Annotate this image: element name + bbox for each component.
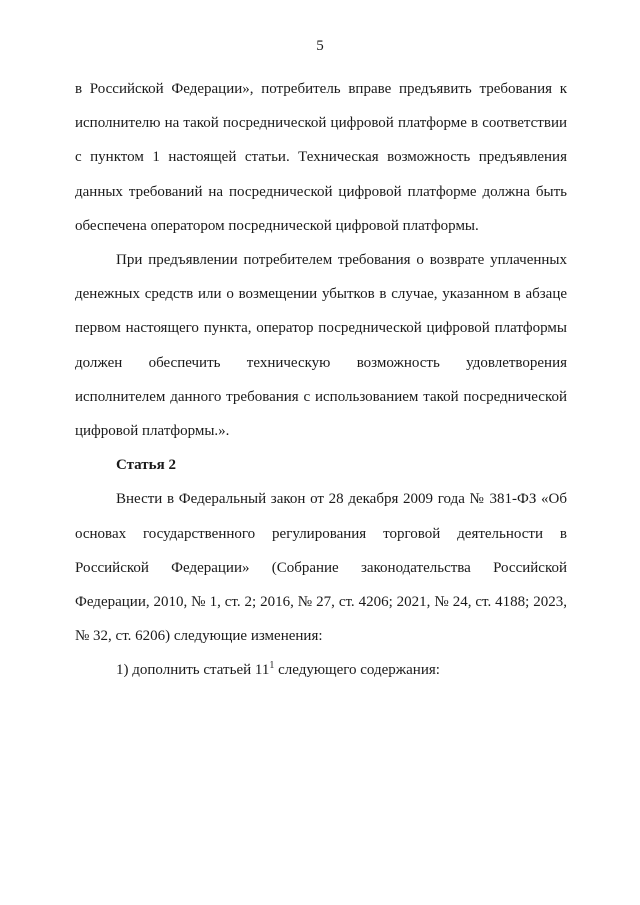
paragraph-refund-requirement: При предъявлении потребителем требования о возврате уплаченных денежных средств или о возмещении убытков в случае, указанном в абзаце первом настоящего пункта, оператор посреднической цифровой платформы должен обеспечить техническую возможность удовлетворения исполнителем данного требования с использованием такой посреднической цифровой платформы.». bbox=[75, 252, 567, 440]
article-heading: Статья 2 bbox=[116, 457, 176, 474]
add-article-text: 1) дополнить статьей 11 bbox=[116, 662, 270, 679]
document-body bbox=[75, 72, 567, 688]
paragraph-law-amendment: Внести в Федеральный закон от 28 декабря 2009 года № 381-ФЗ «Об основах государственного регулирования торговой деятельности в Российской Федерации» (Собрание законодательства Российской Федерации, 2010, № 1, ст. 2; 2016, № 27, ст. 4206; 2021, № 24, ст. 4188; 2023, № 32, ст. 6206) следующие изменения: bbox=[75, 491, 567, 645]
article-superscript: 1 bbox=[269, 660, 275, 672]
page-number: 5 bbox=[316, 38, 324, 54]
paragraph-add-article bbox=[75, 653, 567, 687]
paragraph-consumer-claims: в Российской Федерации», потребитель вправе предъявить требования к исполнителю на такой посреднической цифровой платформе в соответствии с пунктом 1 настоящей статьи. Техническая возможность предъявления данных требований на посреднической цифровой платформе должна быть обеспечена оператором посреднической цифровой платформы. bbox=[75, 81, 567, 234]
add-article-text-end: следующего содержания: bbox=[274, 662, 440, 679]
